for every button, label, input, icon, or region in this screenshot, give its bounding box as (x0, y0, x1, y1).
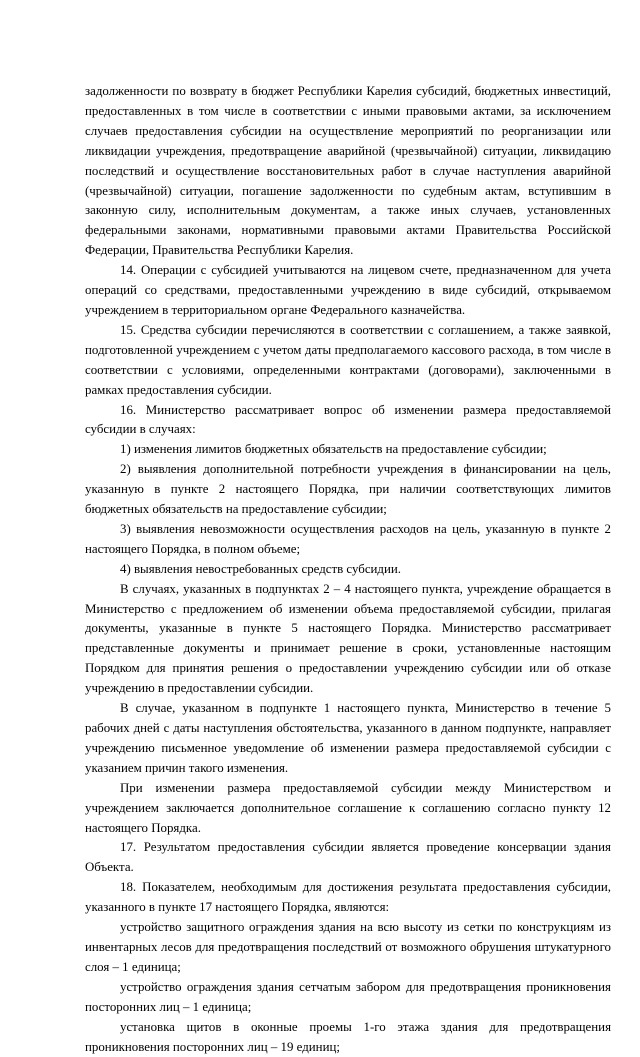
list-item-16-4: 4) выявления невостребованных средств субсидии. (120, 561, 402, 576)
paragraph-18: 18. Показателем, необходимым для достижения результата предоставления субсидии, указанного в пункте 17 настоящего Порядка, являются: (85, 880, 611, 915)
list-item-16-2: 2) выявления дополнительной потребности учреждения в финансировании на цель, указанную в пункте 2 настоящего Порядка, при наличии соответствующих лимитов бюджетных обязательств на предоставление субсидии; (85, 462, 611, 517)
list-item-16-1: 1) изменения лимитов бюджетных обязательств на предоставление субсидии; (120, 442, 547, 457)
paragraph-17: 17. Результатом предоставления субсидии является проведение консервации здания Объекта. (85, 840, 611, 875)
paragraph-16-case-1: В случае, указанном в подпункте 1 настоящего пункта, Министерство в течение 5 рабочих дней с даты наступления обстоятельства, указанного в данном подпункте, направляет учреждению письменное уведомление об изменении размера предоставляемой субсидии с указанием причин такого изменения. (85, 701, 611, 775)
list-item-18-window-shields: установка щитов в оконные проемы 1-го этажа здания для предотвращения проникновения посторонних лиц – 19 единиц; (85, 1019, 611, 1054)
list-item-18-fence-net: устройство защитного ограждения здания на всю высоту из сетки по конструкциям из инвентарных лесов для предотвращения последствий от возможного обрушения штукатурного слоя – 1 единица; (85, 920, 611, 974)
paragraph-continuation: задолженности по возврату в бюджет Республики Карелия субсидий, бюджетных инвестиций, предоставленных в том числе в соответствии с иными правовыми актами, за исключением случаев предоставления субсидии на осуществление мероприятий по реорганизации или ликвидации учреждения, предотвращение аварийной (чрезвычайной) ситуации, ликвидацию последствий и осуществление восстановительных работ в случае наступления аварийной (чрезвычайной) ситуации, погашение задолженности по судебным актам, вступившим в законную силу, исполнительным документам, а также иных случаев, установленных федеральными законами, нормативными правовыми актами Правительства Российской Федерации, Правительства Республики Карелия. (85, 84, 611, 258)
document-page (85, 82, 611, 1057)
list-item-18-mesh-fence: устройство ограждения здания сетчатым забором для предотвращения проникновения посторонних лиц – 1 единица; (85, 979, 611, 1014)
paragraph-16: 16. Министерство рассматривает вопрос об изменении размера предоставляемой субсидии в случаях: (85, 402, 611, 437)
paragraph-16-additional-agreement: При изменении размера предоставляемой субсидии между Министерством и учреждением заключается дополнительное соглашение к соглашению согласно пункту 12 настоящего Порядка. (85, 780, 611, 835)
paragraph-14: 14. Операции с субсидией учитываются на лицевом счете, предназначенном для учета операций со средствами, предоставленными учреждению в виде субсидий, открываемом учреждением в территориальном органе Федерального казначейства. (85, 263, 611, 317)
paragraph-15: 15. Средства субсидии перечисляются в соответствии с соглашением, а также заявкой, подготовленной учреждением с учетом даты предполагаемого кассового расхода, в том числе в соответствии с условиями, определенными контрактами (договорами), заключенными в рамках предоставления субсидии. (85, 322, 611, 397)
paragraph-16-cases-2-4: В случаях, указанных в подпунктах 2 – 4 настоящего пункта, учреждение обращается в Министерство с предложением об изменении объема предоставляемой субсидии, прилагая документы, указанные в пункте 5 настоящего Порядка. Министерство рассматривает представленные документы и принимает решение в сроки, установленные настоящим Порядком для принятия решения о предоставлении учреждению субсидии или об отказе учреждению в предоставлении субсидии. (85, 581, 611, 696)
list-item-16-3: 3) выявления невозможности осуществления расходов на цель, указанную в пункте 2 настоящего Порядка, в полном объеме; (85, 521, 611, 556)
